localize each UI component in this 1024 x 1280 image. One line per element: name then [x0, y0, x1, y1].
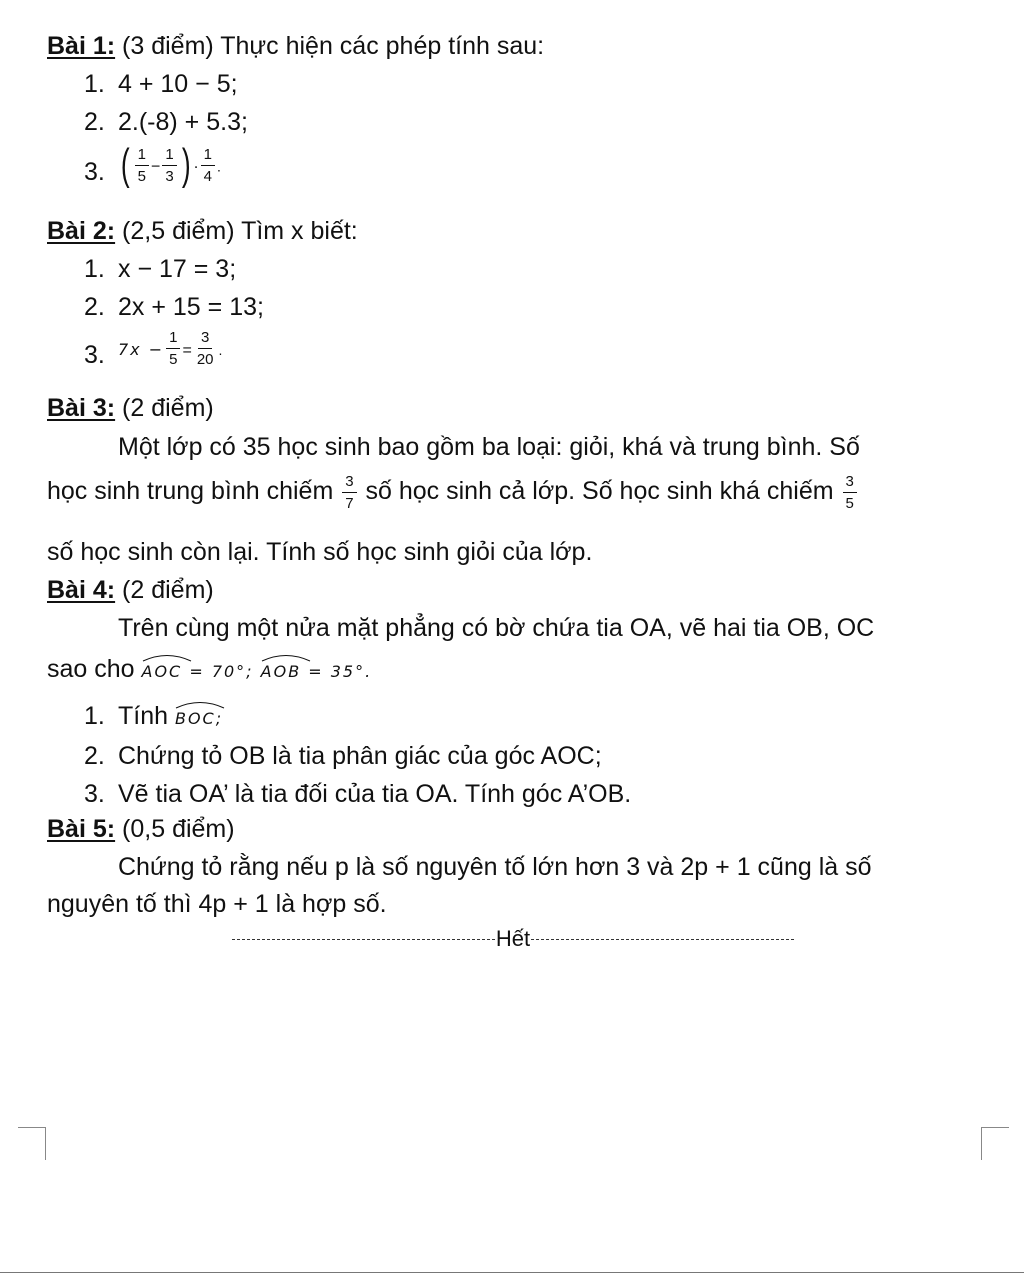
- lhs-expr: 7x −: [118, 340, 165, 360]
- bai1-item1-num: 1.: [84, 70, 105, 98]
- bai2-item1-text: x − 17 = 3;: [118, 255, 237, 283]
- numerator: 1: [166, 330, 180, 349]
- fraction: [135, 147, 149, 184]
- bai1-item2-num: 2.: [84, 108, 105, 136]
- numerator: 1: [201, 147, 215, 166]
- fraction: [201, 147, 215, 184]
- bai4-item1-num: 1.: [84, 702, 105, 730]
- bai2-label: Bài 2:: [47, 217, 116, 245]
- bai4-paragraph-line1: Trên cùng một nửa mặt phẳng có bờ chứa tia OA, vẽ hai tia OB, OC: [118, 614, 875, 642]
- angle-aoc-value: = 70°;: [182, 662, 261, 681]
- bai5-label: Bài 5:: [47, 815, 116, 843]
- bai3-heading: [47, 394, 214, 423]
- angle-aob-value: = 35°.: [301, 662, 373, 681]
- bai4-text-sao-cho: sao cho: [47, 655, 142, 683]
- dot-sign: ·: [193, 158, 199, 176]
- bai3-paragraph-line1: Một lớp có 35 học sinh bao gồm ba loại: giỏi, khá và trung bình. Số: [118, 433, 860, 461]
- denominator: 5: [137, 167, 146, 185]
- numerator: 3: [198, 330, 212, 349]
- page-bottom-rule: [0, 1272, 1024, 1273]
- denominator: 20: [196, 351, 214, 368]
- bai3-label: Bài 3:: [47, 394, 116, 422]
- bai4-item2-num: 2.: [84, 742, 105, 770]
- fraction: [162, 147, 176, 184]
- close-paren: ): [181, 140, 191, 189]
- bai1-item3-expr: [118, 140, 221, 189]
- numerator: 3: [342, 474, 356, 493]
- angle-aoc-label: AOC: [141, 662, 183, 681]
- bai4-item1-text: [118, 702, 223, 731]
- bai2-title: (2,5 điểm) Tìm x biết:: [115, 217, 358, 245]
- bai1-title: (3 điểm) Thực hiện các phép tính sau:: [115, 32, 545, 60]
- bai4-paragraph-line2: [47, 655, 372, 684]
- angle-boc: [175, 703, 216, 728]
- crop-mark-right: [981, 1127, 1009, 1160]
- bai4-item1-label: Tính: [118, 702, 175, 730]
- crop-mark-left: [18, 1127, 46, 1160]
- bai5-paragraph-line2: nguyên tố thì 4p + 1 là hợp số.: [47, 890, 387, 918]
- end-dot: .: [217, 158, 221, 175]
- bai4-item3-num: 3.: [84, 780, 105, 808]
- numerator: 3: [843, 474, 857, 493]
- bai5-title: (0,5 điểm): [115, 815, 235, 843]
- bai4-title: (2 điểm): [115, 576, 214, 604]
- bai4-item2-text: Chứng tỏ OB là tia phân giác của góc AOC;: [118, 742, 602, 770]
- fraction: [166, 330, 180, 367]
- bai3-paragraph-line3: số học sinh còn lại. Tính số học sinh giỏi của lớp.: [47, 538, 593, 566]
- angle-hat-icon: [142, 652, 192, 662]
- numerator: 1: [162, 147, 176, 166]
- bai5-paragraph-line1: Chứng tỏ rằng nếu p là số nguyên tố lớn hơn 3 và 2p + 1 cũng là số: [118, 853, 872, 881]
- denominator: 4: [203, 167, 213, 185]
- angle-hat-icon: [261, 652, 311, 662]
- denominator: 5: [169, 351, 178, 368]
- numerator: 1: [135, 147, 149, 166]
- equals-sign: =: [182, 342, 192, 360]
- bai2-item3-expr: [118, 330, 222, 367]
- denominator: 7: [345, 495, 354, 512]
- bai2-item3-num: 3.: [84, 341, 105, 369]
- angle-boc-label: BOC: [174, 709, 216, 728]
- angle-aoc: [142, 656, 183, 681]
- angle-hat-icon: [175, 699, 225, 709]
- end-dot: .: [218, 342, 223, 359]
- bai1-label: Bài 1:: [47, 32, 116, 60]
- bai2-item1-num: 1.: [84, 255, 105, 283]
- bai4-heading: [47, 576, 214, 605]
- bai3-title: (2 điểm): [115, 394, 214, 422]
- bai4-item1-end: ;: [215, 709, 224, 728]
- bai1-item1-text: 4 + 10 − 5;: [118, 70, 238, 98]
- bai1-item3-num: 3.: [84, 158, 105, 186]
- fraction: [194, 330, 217, 367]
- angle-aob: [261, 656, 302, 681]
- bai2-heading: [47, 217, 358, 246]
- bai1-item2-text: 2.(-8) + 5.3;: [118, 108, 248, 136]
- bai5-heading: [47, 815, 235, 844]
- end-marker: [232, 926, 794, 952]
- angle-aob-label: AOB: [260, 662, 302, 681]
- bai3-paragraph-line2: [47, 474, 859, 511]
- bai2-item2-num: 2.: [84, 293, 105, 321]
- dashed-rule-right: [531, 939, 794, 940]
- minus-sign: −: [151, 158, 161, 176]
- denominator: 5: [845, 495, 854, 512]
- open-paren: (: [120, 140, 130, 189]
- dashed-rule-left: [232, 939, 495, 940]
- end-text: Hết: [495, 926, 531, 951]
- bai4-label: Bài 4:: [47, 576, 116, 604]
- bai3-text-b: số học sinh cả lớp. Số học sinh khá chiếm: [358, 477, 841, 506]
- fraction: [843, 474, 857, 511]
- denominator: 3: [165, 167, 174, 185]
- bai4-item3-text: Vẽ tia OA’ là tia đối của tia OA. Tính góc A’OB.: [118, 780, 632, 808]
- fraction: [342, 474, 356, 511]
- bai3-text-a: học sinh trung bình chiếm: [47, 477, 341, 506]
- bai1-heading: [47, 32, 544, 61]
- bai2-item2-text: 2x + 15 = 13;: [118, 293, 264, 321]
